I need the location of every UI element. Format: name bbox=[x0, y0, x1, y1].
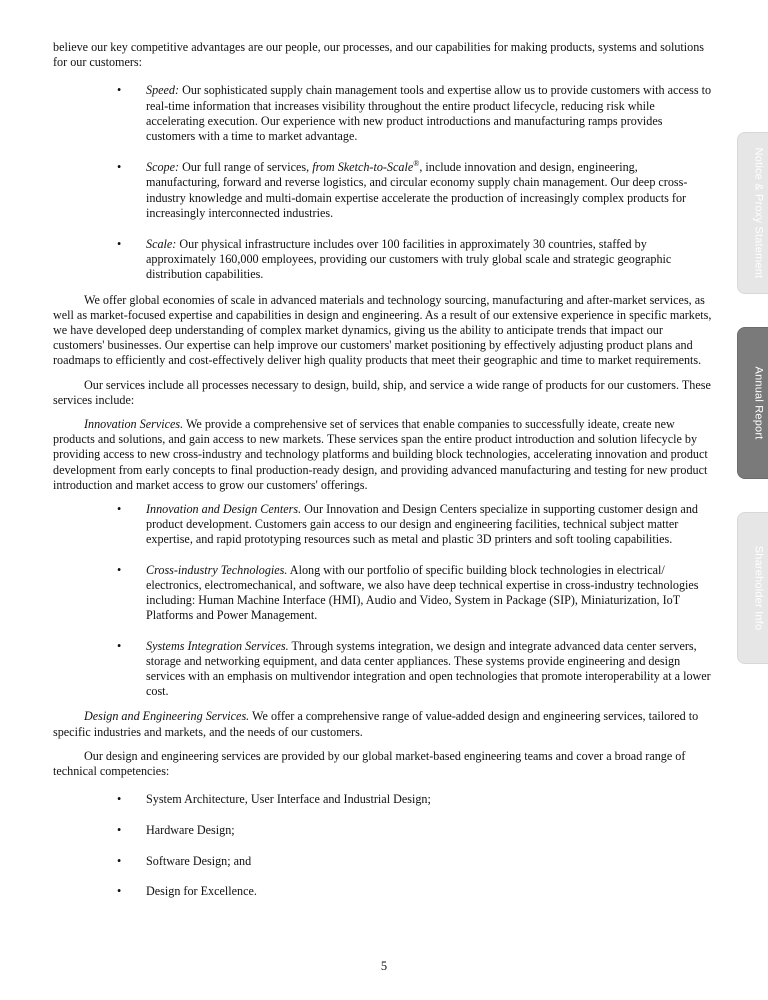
global-scale-paragraph: We offer global economies of scale in advanced materials and technology sourcing, manufacturing and after-market services, as well as market-focused expertise and capabilities in design and engineering. As a result of our extensive experience in specific markets, we have developed deep understanding of complex market dynamics, giving us the ability to anticipate trends that impact our customers' businesses. Our expertise can help improve our customers' market positioning by effectively adjusting product plans and roadmaps to efficiently and cost-effectively deliver high quality products that meet their geographic and time to market requirements. bbox=[53, 292, 712, 368]
tab-label: Annual Report bbox=[752, 366, 765, 440]
tab-label: Shareholder Info bbox=[752, 545, 765, 631]
list-item bbox=[53, 792, 713, 807]
list-item bbox=[53, 83, 713, 144]
advantages-list bbox=[53, 83, 713, 282]
advantage-text: Our sophisticated supply chain management tools and expertise allow us to provide customers with access to real-time information that increases visibility throughout the entire product lifecycle, reducing risk while accelerating execution. Our experience with new product introductions and manufacturing ramps provides customers with a time to market advantage. bbox=[146, 83, 712, 144]
services-paragraph: Our services include all processes necessary to design, build, ship, and service a wide range of products for our customers. These services include: bbox=[53, 377, 711, 407]
bullet-icon: • bbox=[117, 792, 122, 807]
bullet-icon: • bbox=[117, 562, 122, 577]
innovation-text: We provide a comprehensive set of services that enable companies to successfully ideate, create new products and solutions, and gain access to new markets. These services span the entire product introduction and solution lifecycle by providing access to new cross-industry and technology platforms and building block technologies, accelerating innovation and product development from early concepts to final production-ready design, and providing advanced manufacturing and testing for new product introduction and market access to grow our customers' offerings. bbox=[53, 417, 708, 492]
advantage-text: Our physical infrastructure includes over 100 facilities in approximately 30 countries, staffed by approximately 160,000 employees, providing our customers with truly global scale and strategic geographic distribution capabilities. bbox=[146, 237, 672, 282]
advantage-text: Our full range of services, bbox=[179, 160, 313, 175]
tab-annual-report[interactable] bbox=[737, 327, 768, 479]
tab-notice-proxy-statement[interactable] bbox=[737, 132, 768, 294]
document-body bbox=[53, 40, 713, 915]
tab-label: Notice & Proxy Statement bbox=[752, 147, 765, 279]
list-item bbox=[53, 237, 713, 283]
page-number: 5 bbox=[380, 959, 388, 973]
advantage-label: Scale: bbox=[146, 237, 177, 252]
item-text: Through systems integration, we design and integrate advanced data center servers, storage and networking equipment, and data center appliances. These systems provide engineering and design services with an emphasis on multivendor integration and open technologies that promote interoperability at a lower cost. bbox=[146, 638, 711, 699]
advantage-label: Scope: bbox=[146, 160, 180, 175]
design-text: We offer a comprehensive range of value-added design and engineering services, tailored to specific industries and markets, and the needs of our customers. bbox=[53, 709, 699, 739]
brand-phrase: from Sketch-to-Scale bbox=[312, 160, 414, 175]
design-heading: Design and Engineering Services. bbox=[84, 709, 250, 724]
competency-text: Software Design; and bbox=[146, 853, 252, 868]
design-teams-paragraph: Our design and engineering services are provided by our global market-based engineering teams and cover a broad range of technical competencies: bbox=[53, 748, 686, 778]
innovation-heading: Innovation Services. bbox=[84, 417, 184, 432]
advantage-text-cont: , include innovation and design, engineering, manufacturing, forward and reverse logistics, and circular economy supply chain management. Our deep cross-industry knowledge and multi-domain expertise accelerate the production of increasingly complex products for increasingly interconnected industries. bbox=[146, 160, 688, 220]
list-item bbox=[53, 823, 713, 838]
bullet-icon: • bbox=[117, 502, 122, 517]
item-label: Cross-industry Technologies. bbox=[146, 562, 288, 577]
list-item bbox=[53, 639, 713, 700]
bullet-icon: • bbox=[117, 83, 122, 98]
registered-mark: ® bbox=[413, 159, 420, 169]
competency-text: Hardware Design; bbox=[146, 822, 235, 837]
bullet-icon: • bbox=[117, 638, 122, 653]
list-item bbox=[53, 884, 713, 899]
innovation-list bbox=[53, 502, 713, 699]
competency-text: System Architecture, User Interface and Industrial Design; bbox=[146, 792, 431, 807]
tab-shareholder-info[interactable] bbox=[737, 512, 768, 664]
list-item bbox=[53, 160, 713, 221]
bullet-icon: • bbox=[117, 237, 122, 252]
item-text: Along with our portfolio of specific building block technologies in electrical/ electronics, electromechanical, and software, we also have deep technical expertise in cross-industry technologies including: Human Machine Interface (HMI), Audio and Video, System in Package (SIP), Miniaturization, IoT Platforms and Power Management. bbox=[146, 562, 699, 623]
list-item bbox=[53, 563, 713, 624]
list-item bbox=[53, 502, 713, 548]
bullet-icon: • bbox=[117, 822, 122, 837]
innovation-paragraph bbox=[53, 417, 713, 493]
item-label: Systems Integration Services. bbox=[146, 638, 289, 653]
competencies-list bbox=[53, 792, 713, 899]
bullet-icon: • bbox=[117, 853, 122, 868]
intro-paragraph: believe our key competitive advantages are our people, our processes, and our capabilities for making products, systems and solutions for our customers: bbox=[53, 40, 705, 70]
item-text: Our Innovation and Design Centers specialize in supporting customer design and product development. Customers gain access to our design and engineering facilities, technical subject matter expertise, and rapid prototyping resources such as metal and plastic 3D printers and soft tooling capabilities. bbox=[146, 502, 698, 547]
design-paragraph bbox=[53, 709, 713, 739]
item-label: Innovation and Design Centers. bbox=[146, 502, 302, 517]
list-item bbox=[53, 854, 713, 869]
bullet-icon: • bbox=[117, 160, 122, 175]
bullet-icon: • bbox=[117, 884, 122, 899]
competency-text: Design for Excellence. bbox=[146, 884, 257, 899]
advantage-label: Speed: bbox=[146, 83, 180, 98]
